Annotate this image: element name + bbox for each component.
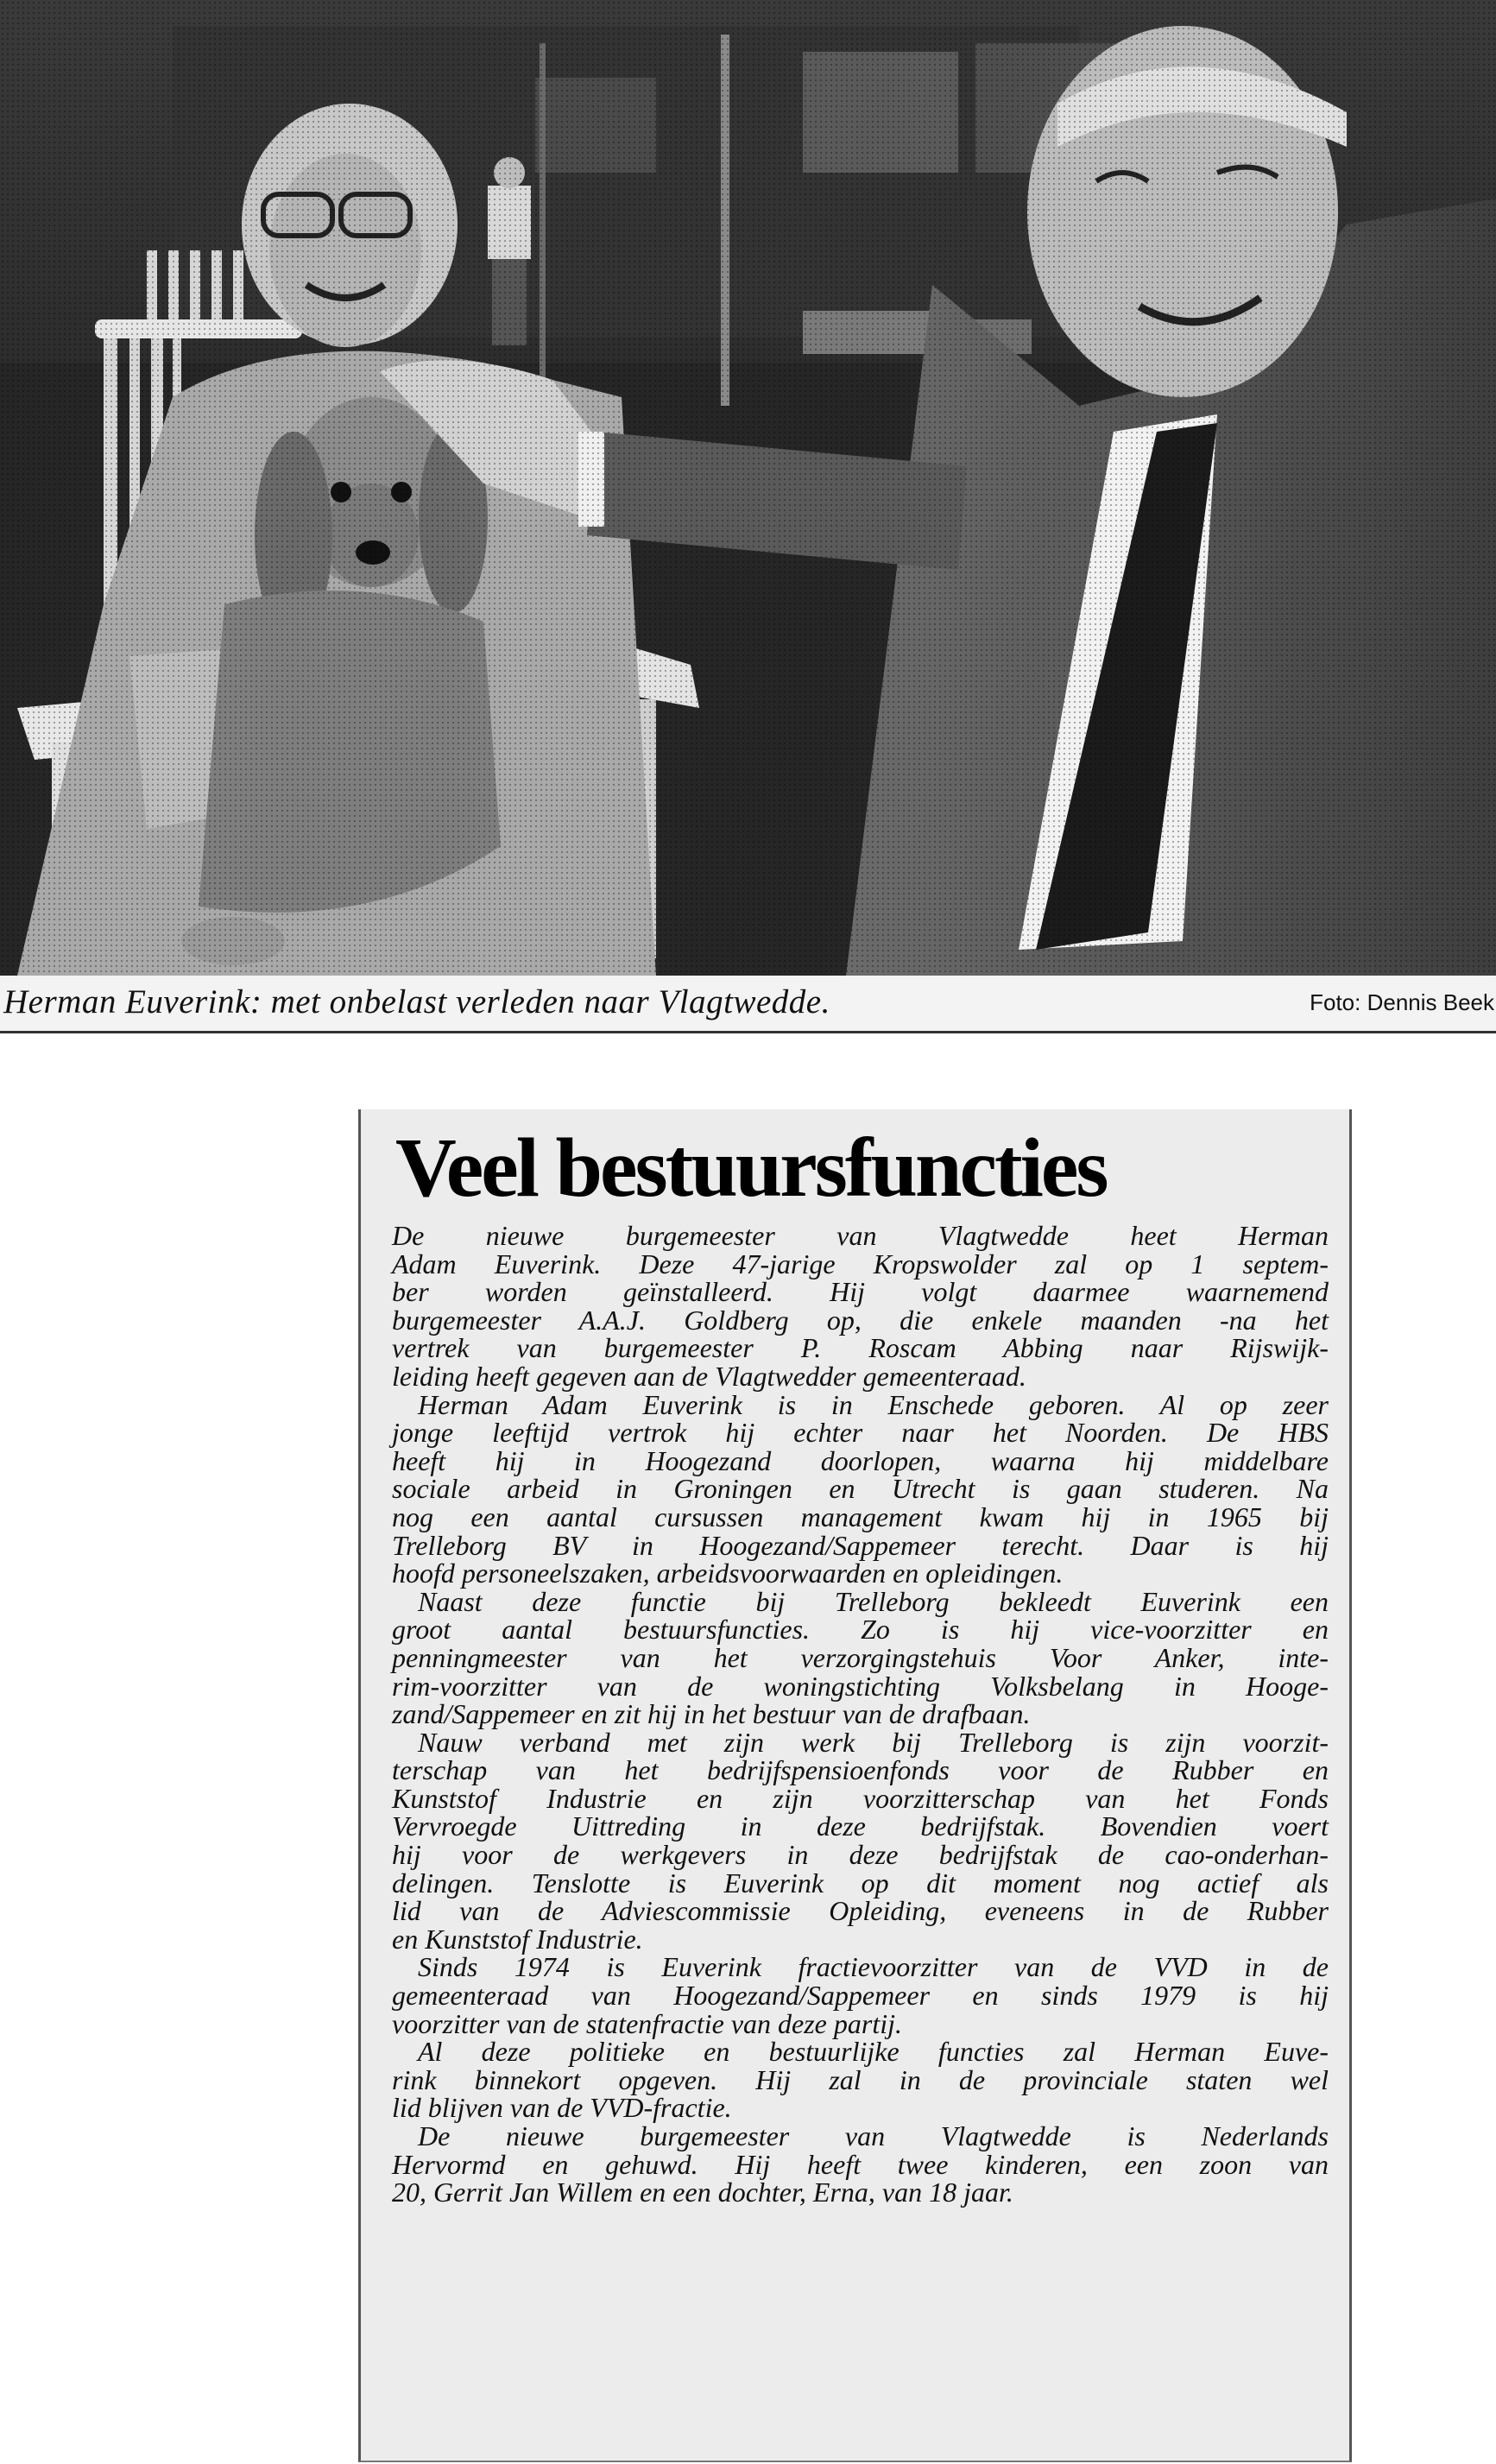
article-line: Trelleborg BV in Hoogezand/Sappemeer terecht. Daar is hij (392, 1529, 1329, 1561)
article-line: Naast deze functie bij Trelleborg bekleedt Euverink een (418, 1585, 1329, 1617)
photo-caption: Herman Euverink: met onbelast verleden naar Vlagtwedde. (3, 983, 830, 1020)
article-line: Al deze politieke en bestuurlijke functies zal Herman Euve- (418, 2036, 1329, 2068)
article-line: heeft hij in Hoogezand doorlopen, waarna hij middelbare (392, 1444, 1329, 1476)
article-line: ber worden geïnstalleerd. Hij volgt daarmee waarnemend (392, 1276, 1329, 1308)
article-line: sociale arbeid in Groningen en Utrecht is gaan studeren. Na (392, 1473, 1329, 1505)
article-headline: Veel bestuursfuncties (395, 1121, 1107, 1215)
photo-illustration (0, 0, 1496, 976)
article-line: Hervormd en gehuwd. Hij heeft twee kinderen, een zoon van (392, 2148, 1329, 2180)
article-line: groot aantal bestuursfuncties. Zo is hij vice-voorzitter en (392, 1614, 1329, 1646)
article-line: penningmeester van het verzorgingstehuis Voor Anker, inte- (392, 1641, 1329, 1673)
article-line: vertrek van burgemeester P. Roscam Abbing naar Rijswijk- (392, 1332, 1329, 1364)
article-line: rim-voorzitter van de woningstichting Volksbelang in Hooge- (392, 1670, 1329, 1702)
article-line: jonge leeftijd vertrok hij echter naar het Noorden. De HBS (392, 1417, 1329, 1449)
article-line: De nieuwe burgemeester van Vlagtwedde heet Herman (392, 1220, 1329, 1251)
article-line: Nauw verband met zijn werk bij Trelleborg is zijn voorzit- (418, 1726, 1329, 1758)
photo-caption-bar (0, 976, 1496, 1033)
article-line: De nieuwe burgemeester van Vlagtwedde is Nederlands (418, 2120, 1329, 2151)
news-photo (0, 0, 1496, 976)
photo-credit: Foto: Dennis Beek (1310, 989, 1494, 1015)
article-line: leiding heeft gegeven aan de Vlagtwedder gemeenteraad. (392, 1360, 1026, 1392)
article-line: Sinds 1974 is Euverink fractievoorzitter van de VVD in de (418, 1951, 1329, 1983)
article-line: terschap van het bedrijfspensioenfonds voor de Rubber en (392, 1754, 1329, 1786)
article-line: hoofd personeelszaken, arbeidsvoorwaarden en opleidingen. (392, 1557, 1064, 1589)
article-line: en Kunststof Industrie. (392, 1923, 643, 1955)
article-line: Herman Adam Euverink is in Enschede geboren. Al op zeer (418, 1388, 1329, 1420)
article-line: lid van de Adviescommissie Opleiding, eveneens in de Rubber (392, 1895, 1329, 1927)
article-clipping (358, 1109, 1352, 2462)
article-body (392, 1222, 1329, 2207)
article-line: delingen. Tenslotte is Euverink op dit moment nog actief als (392, 1867, 1329, 1899)
article-line: Kunststof Industrie en zijn voorzitterschap van het Fonds (392, 1782, 1329, 1814)
article-line: zand/Sappemeer en zit hij in het bestuur van de drafbaan. (392, 1698, 1031, 1730)
article-line: lid blijven van de VVD-fractie. (392, 2092, 732, 2124)
article-line: voorzitter van de statenfractie van deze partij. (392, 2007, 902, 2039)
article-line: hij voor de werkgevers in deze bedrijfstak de cao-onderhan- (392, 1839, 1329, 1871)
article-line: Adam Euverink. Deze 47-jarige Kropswolder zal op 1 septem- (392, 1248, 1329, 1279)
article-line: nog een aantal cursussen management kwam hij in 1965 bij (392, 1501, 1329, 1532)
article-line: Vervroegde Uittreding in deze bedrijfstak. Bovendien voert (392, 1810, 1329, 1842)
article-line: burgemeester A.A.J. Goldberg op, die enkele maanden -na het (392, 1304, 1329, 1336)
article-line: rink binnekort opgeven. Hij zal in de provinciale staten wel (392, 2063, 1329, 2095)
article-line: gemeenteraad van Hoogezand/Sappemeer en sinds 1979 is hij (392, 1980, 1329, 2012)
article-line: 20, Gerrit Jan Willem en een dochter, Erna, van 18 jaar. (392, 2177, 1013, 2208)
